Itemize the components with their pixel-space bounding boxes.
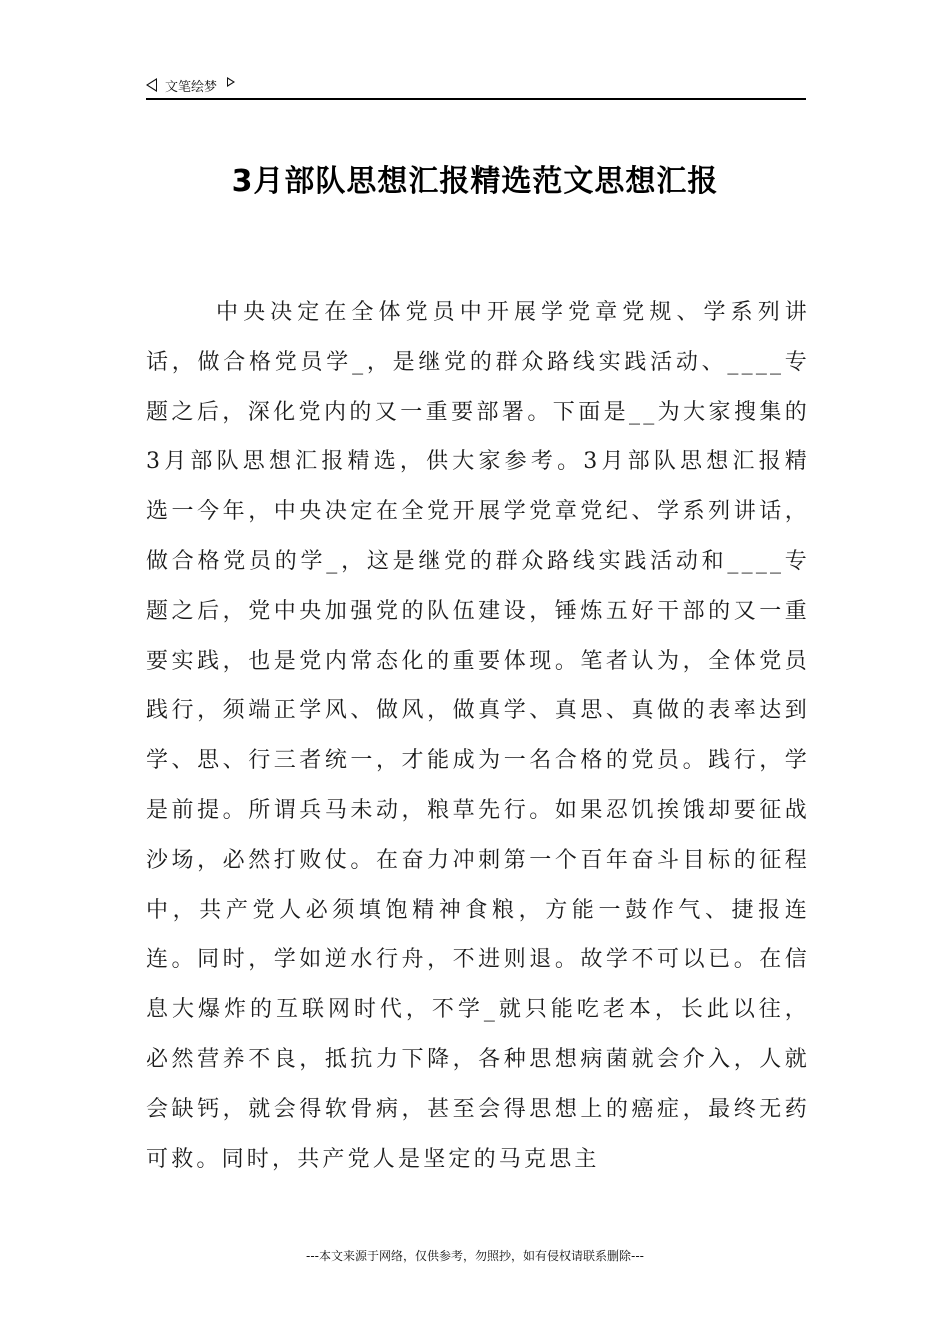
page-header [146, 72, 806, 100]
triangle-left-icon [146, 78, 157, 92]
document-title: 3月部队思想汇报精选范文思想汇报 [231, 164, 719, 199]
triangle-right-icon [227, 77, 235, 87]
header-brand: 文笔绘梦 [165, 79, 218, 95]
document-body: 中央决定在全体党员中开展学党章党规、学系列讲话，做合格党员学_，是继党的群众路线实践活动、____专题之后，深化党内的又一重要部署。下面是__为大家搜集的3月部队思想汇报精选，供大家参考。3月部队思想汇报精选一今年，中央决定在全党开展学党章党纪、学系列讲话，做合格党员的学_，这是继党的群众路线实践活动和____专题之后，党中央加强党的队伍建设，锤炼五好干部的又一重要实践，也是党内常态化的重要体现。笔者认为，全体党员践行，须端正学风、做风，做真学、真思、真做的表率达到学、思、行三者统一，才能成为一名合格的党员。践行，学是前提。所谓兵马未动，粮草先行。如果忍饥挨饿却要征战沙场，必然打败仗。在奋力冲刺第一个百年奋斗目标的征程中，共产党人必须填饱精神食粮，方能一鼓作气、捷报连连。同时，学如逆水行舟，不进则退。故学不可以已。在信息大爆炸的互联网时代，不学_就只能吃老本，长此以往，必然营养不良，抵抗力下降，各种思想病菌就会介入，人就会缺钙，就会得软骨病，甚至会得思想上的癌症，最终无药可救。同时，共产党人是坚定的马克思主 [146, 300, 810, 1172]
footer-disclaimer: ---本文来源于网络，仅供参考，勿照抄，如有侵权请联系删除--- [306, 1249, 644, 1263]
